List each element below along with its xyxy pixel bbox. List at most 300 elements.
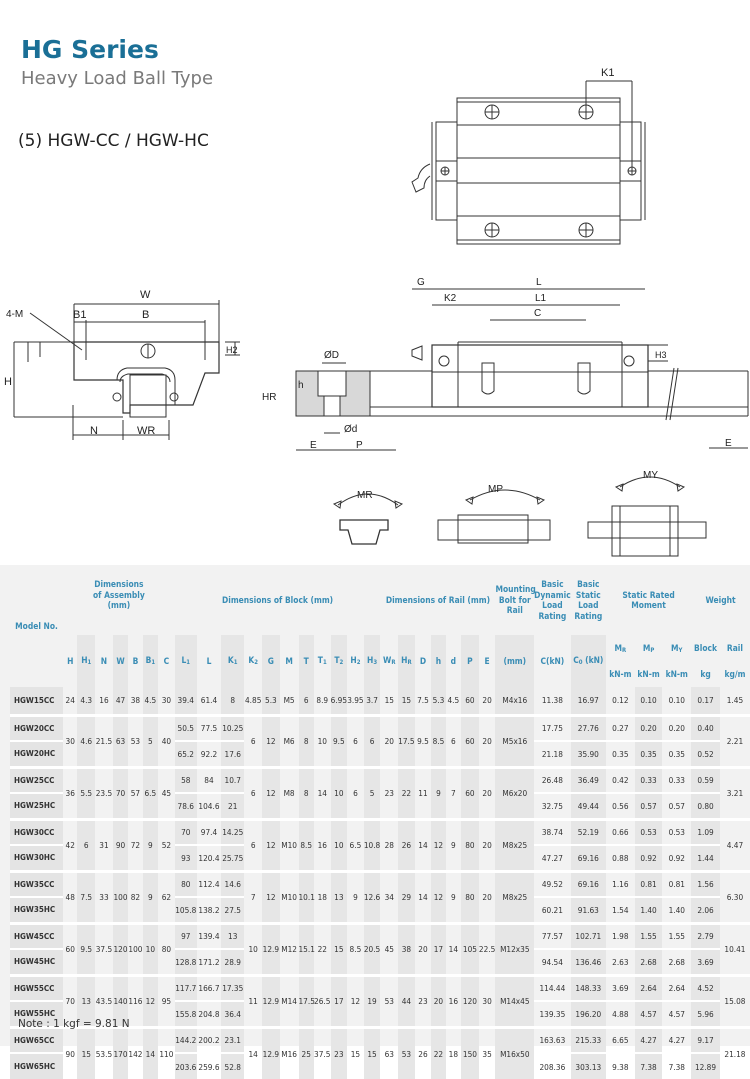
cell-t2: 13 [331,871,348,923]
cell-mp: 1.55 [635,923,663,949]
col-header-d: d [450,655,457,666]
cell-c: 30 [161,695,172,706]
cell-ckn: 163.63 [534,1027,570,1053]
top-view-drawing [400,60,660,260]
cell-m: M16 [280,1027,299,1079]
g-label: G [417,277,425,288]
cell-t2: 10 [331,767,348,819]
cell-rail: 3.21 [720,767,750,819]
cell-k1: 28.9 [221,949,244,975]
cell-mr: 1.54 [606,897,635,923]
cell-l1: 128.8 [175,949,197,975]
model-cell: HGW55CC [10,975,63,1001]
cell-b1: 12 [143,975,158,1027]
cell-mp: 0.35 [635,741,663,767]
cell-ckn: 11.38 [541,695,563,706]
cell-k1: 14.25 [221,819,244,845]
cell-c0kn: 196.20 [571,1001,606,1027]
cell-t: 15.1 [299,923,314,975]
cell-block: 1.09 [691,819,720,845]
col-header-n: N [100,655,108,666]
cell-h1: 5.5 [77,767,95,819]
model-cell: HGW25HC [10,793,63,819]
cell-h: 90 [63,1027,77,1079]
cell-bolt: M8x25 [495,871,534,923]
cell-my: 0.33 [662,767,691,793]
cell-ckn: 47.27 [534,845,570,871]
cell-t1: 37.5 [314,1027,331,1079]
cell-n: 21.5 [95,715,113,767]
cell-k1: 10.7 [221,767,244,793]
table-row [10,975,750,1001]
cell-w: 70 [113,767,128,819]
series-title: HG Series [21,35,159,64]
cell-t: 10.1 [299,871,314,923]
cell-b1: 10 [143,923,158,975]
cell-m: M6 [280,715,299,767]
cell-h1: 9.5 [77,923,95,975]
cell-t1: 8.9 [316,695,329,706]
cell-my: 0.57 [662,793,691,819]
cell-d: 9 [446,871,461,923]
model-cell: HGW30CC [10,819,63,845]
group-static: Basic Static Load Rating [574,579,603,621]
cell-k2: 6 [244,715,262,767]
col-header-h2: $H_2$ [350,655,361,667]
cell-g: 5.3 [262,687,280,715]
cell-e: 20 [479,715,496,767]
cell-d: 6 [446,715,461,767]
cell-block: 0.17 [691,687,720,715]
cell-h2: 15 [347,1027,364,1079]
cell-mp: 0.57 [635,793,663,819]
cell-b: 72 [128,819,142,871]
cell-b: 142 [128,1027,142,1079]
col-header-l1: $L_1$ [175,635,197,687]
cell-h2: 6.5 [347,819,364,871]
cell-l1: 78.6 [175,793,197,819]
l1-label: L1 [535,293,547,304]
cell-h: 60 [63,923,77,975]
cell-h: 24 [65,695,75,706]
cell-bolt: M6x20 [495,767,534,819]
cell-my: 2.64 [662,975,691,1001]
cell-e: 20 [482,695,492,706]
cell-k2: 10 [244,923,262,975]
cell-mp: 0.92 [635,845,663,871]
h-small-label: h [298,380,304,391]
cell-d: 14 [446,923,461,975]
model-cell: HGW45CC [10,923,63,949]
cell-k1: 8 [221,687,244,715]
cell-wr: 15 [384,695,394,706]
cell-mp: 0.53 [635,819,663,845]
cell-t: 8 [299,715,314,767]
cell-mr: 0.56 [606,793,635,819]
cell-h: 36 [63,767,77,819]
cell-hr: 22 [398,767,415,819]
cell-n: 43.5 [95,975,113,1027]
b-label: B [142,309,150,321]
cell-h2: 9 [347,871,364,923]
cell-h: 20 [431,975,445,1027]
cell-k1: 52.8 [221,1053,244,1079]
cell-k1: 14.6 [221,871,244,897]
model-cell: HGW20CC [10,715,63,741]
cell-block: 5.96 [691,1001,720,1027]
cell-l1: 144.2 [175,1027,197,1053]
model-cell: HGW20HC [10,741,63,767]
cell-mr: 0.66 [606,819,635,845]
model-heading: (5) HGW-CC / HGW-HC [18,131,209,151]
cell-l1: 105.8 [175,897,197,923]
cell-c: 45 [158,767,175,819]
cell-mp: 0.20 [635,715,663,741]
cell-c0kn: 303.13 [571,1053,606,1079]
cell-k1: 36.4 [221,1001,244,1027]
col-header-mr: $M_R$ [614,642,627,654]
cell-w: 140 [113,975,128,1027]
cell-c0kn: 27.76 [571,715,606,741]
cell-c0kn: 69.16 [571,845,606,871]
cell-p: 80 [461,871,479,923]
col-header-t1: $T_1$ [317,655,327,667]
cell-c: 62 [158,871,175,923]
cell-h3: 15 [364,1027,381,1079]
col-header-mp: $M_P$ [642,642,655,654]
cell-hr: 38 [398,923,415,975]
model-cell: HGW15CC [10,687,63,715]
cell-b: 57 [128,767,142,819]
cell-k1: 17.6 [221,741,244,767]
cell-l1: 65.2 [175,741,197,767]
cell-k2: 6 [244,819,262,871]
cell-g: 12 [262,871,280,923]
cell-k1: 27.5 [221,897,244,923]
col-header-c: C [163,655,170,666]
col-header-ckn: C(kN) [540,655,565,666]
cell-rail: 21.18 [720,1027,750,1079]
cell-c0kn: 69.16 [571,871,606,897]
cell-hr: 26 [398,819,415,871]
cell-h: 9 [431,767,445,819]
cell-w: 170 [113,1027,128,1079]
cell-b1: 14 [143,1027,158,1079]
col-header-w: W [113,635,128,687]
cell-m: M5 [283,695,295,706]
cell-l: 166.7 [197,975,221,1001]
cell-mp: 0.81 [635,871,663,897]
unit-note: Note : 1 kgf = 9.81 N [18,1018,130,1030]
cell-block: 0.52 [691,741,720,767]
table-row [10,715,750,741]
cell-c0kn: 102.71 [571,923,606,949]
col-header-k1: $K_1$ [221,635,244,687]
model-cell: HGW65HC [10,1053,63,1079]
moment-views-drawing [320,460,720,560]
unit-weight: kg/m [724,669,746,680]
cell-wr: 45 [380,923,398,975]
cell-h: 42 [63,819,77,871]
cell-h2: 12 [347,975,364,1027]
group-assembly-label: Dimensions of Assembly (mm) [93,579,145,610]
cell-mp: 2.68 [635,949,663,975]
col-header-wr: $W_R$ [383,655,396,667]
cell-g: 12.9 [262,975,280,1027]
cell-w: 120 [113,923,128,975]
cell-hr: 44 [398,975,415,1027]
cell-bolt: M12x35 [495,923,534,975]
cell-b1: 4.5 [143,687,158,715]
cell-mr: 1.98 [606,923,635,949]
cell-mr: 0.35 [606,741,635,767]
cell-ckn: 77.57 [534,923,570,949]
cell-ckn: 26.48 [534,767,570,793]
cell-l: 171.2 [197,949,221,975]
col-header-h1: $H_1$ [77,635,95,687]
cell-k2: 6 [244,767,262,819]
cell-h: 17 [431,923,445,975]
group-assembly [63,565,175,635]
model-cell: HGW45HC [10,949,63,975]
cell-c0kn: 52.19 [571,819,606,845]
cell-block: 2.06 [691,897,720,923]
spec-table-panel [0,565,750,1072]
col-header-b: B [132,655,139,666]
cell-l: 97.4 [197,819,221,845]
cell-e: 35 [479,1027,496,1079]
cell-my: 4.57 [662,1001,691,1027]
col-header-g: G [262,635,280,687]
cell-t1: 16 [314,819,331,871]
cell-rail: 1.45 [726,695,744,706]
cell-l: 77.5 [197,715,221,741]
od-label: ØD [324,350,339,361]
cell-mp: 2.64 [635,975,663,1001]
col-header-b1: $B_1$ [143,635,158,687]
cell-my: 0.53 [662,819,691,845]
cell-d: 9 [446,819,461,871]
k1-label: K1 [601,67,615,79]
cell-t: 8.5 [299,819,314,871]
cell-mr: 0.42 [606,767,635,793]
cell-mr: 0.88 [606,845,635,871]
cell-l: 104.6 [197,793,221,819]
model-cell: HGW55HC [10,1001,63,1027]
cell-d: 9.5 [415,715,432,767]
group-weight: Weight [705,594,736,605]
cell-l: 112.4 [197,871,221,897]
cell-my: 0.10 [668,695,685,706]
cell-block: 12.89 [691,1053,720,1079]
cell-t1: 26.5 [314,975,331,1027]
group-block: Dimensions of Block (mm) [221,594,334,605]
cell-rail: 6.30 [720,871,750,923]
p-label: P [356,440,363,451]
cell-c0kn: 148.33 [571,975,606,1001]
cell-my: 0.92 [662,845,691,871]
cell-l: 92.2 [197,741,221,767]
cell-c0kn: 91.63 [571,897,606,923]
cell-ckn: 114.44 [534,975,570,1001]
col-header-h: H [67,655,74,666]
d-small-label: Ød [344,424,358,435]
cell-h3: 5 [364,767,381,819]
cell-n: 31 [95,819,113,871]
wr-label: WR [137,425,156,437]
cell-my: 0.81 [662,871,691,897]
cell-block: 0.59 [691,767,720,793]
cell-wr: 23 [380,767,398,819]
col-header-t: T [299,635,314,687]
cell-my: 7.38 [662,1053,691,1079]
cell-n: 16 [99,695,109,706]
cell-h: 5.3 [431,687,445,715]
cell-l: 84 [197,767,221,793]
cell-h3: 10.8 [364,819,381,871]
cell-bolt: M4x16 [495,687,534,715]
cell-t2: 6.95 [331,687,348,715]
cell-h2: 6 [347,715,364,767]
cell-mr: 3.69 [606,975,635,1001]
cell-l1: 155.8 [175,1001,197,1027]
cell-bolt: M8x25 [495,819,534,871]
cell-l1: 70 [175,819,197,845]
series-subtitle: Heavy Load Ball Type [21,68,214,89]
cell-bolt: M14x45 [495,975,534,1027]
cell-p: 60 [461,767,479,819]
col-header-block: Block [694,643,718,654]
cell-block: 0.80 [691,793,720,819]
cell-n: 33 [95,871,113,923]
cell-k2: 11 [244,975,262,1027]
cell-mp: 4.57 [635,1001,663,1027]
cell-h: 22 [431,1027,445,1079]
cell-b1: 9 [143,819,158,871]
cell-k1: 25.75 [221,845,244,871]
cell-ckn: 94.54 [534,949,570,975]
cell-wr: 28 [380,819,398,871]
cell-p: 120 [461,975,479,1027]
cell-c0kn: 49.44 [571,793,606,819]
cell-rail: 15.08 [720,975,750,1027]
cell-h3: 6 [364,715,381,767]
cell-n: 37.5 [95,923,113,975]
cell-l1: 117.7 [175,975,197,1001]
cell-b1: 6.5 [143,767,158,819]
cell-l1: 39.4 [175,687,197,715]
cell-t2: 17 [331,975,348,1027]
cell-l: 138.2 [197,897,221,923]
cell-b1: 5 [143,715,158,767]
cell-h3: 3.7 [364,687,381,715]
cell-h: 8.5 [431,715,445,767]
cell-ckn: 208.36 [534,1053,570,1079]
col-header-k2: $K_2$ [248,655,258,667]
cell-b1: 9 [143,871,158,923]
cell-w: 100 [113,871,128,923]
cell-hr: 15 [398,687,415,715]
col-header-p: P [461,635,479,687]
cell-h2: 6 [347,767,364,819]
cell-l: 204.8 [197,1001,221,1027]
cell-k1: 23.1 [221,1027,244,1053]
mr-label: MR [357,490,373,501]
cell-w: 90 [113,819,128,871]
mp-label: MP [488,484,503,495]
cell-d: 20 [415,923,432,975]
cell-g: 12 [262,767,280,819]
cell-t1: 18 [314,871,331,923]
side-view-drawing [260,270,750,460]
cell-t1: 10 [314,715,331,767]
cell-t1: 22 [314,923,331,975]
cell-t1: 14 [314,767,331,819]
cell-my: 1.55 [662,923,691,949]
cell-e: 22.5 [479,923,496,975]
cell-l: 120.4 [197,845,221,871]
cell-h: 12 [431,871,445,923]
cell-w: 47 [113,687,128,715]
cell-mr: 4.88 [606,1001,635,1027]
cell-h3: 19 [364,975,381,1027]
model-cell: HGW35CC [10,871,63,897]
cell-g: 12.9 [262,1027,280,1079]
model-cell: HGW35HC [10,897,63,923]
cell-block: 0.40 [691,715,720,741]
col-header-my: $M_Y$ [671,642,683,654]
cell-h2: 8.5 [347,923,364,975]
cell-d: 7.5 [417,695,429,706]
cell-c0kn: 136.46 [571,949,606,975]
cell-block: 1.56 [691,871,720,897]
cell-ckn: 17.75 [534,715,570,741]
cell-mr: 9.38 [606,1053,635,1079]
col-header-hr: $H_R$ [398,635,415,687]
model-cell: HGW30HC [10,845,63,871]
front-view-drawing [0,280,260,460]
cell-k1: 21 [221,793,244,819]
cell-mr: 1.16 [606,871,635,897]
cell-mp: 1.40 [635,897,663,923]
n-label: N [90,425,98,437]
cell-c: 52 [158,819,175,871]
cell-l: 61.4 [200,695,218,706]
e-right-label: E [725,438,732,449]
table-row [10,819,750,845]
cell-d: 11 [415,767,432,819]
cell-h: 70 [63,975,77,1027]
unit-weight: kg [700,669,711,680]
b1-label: B1 [73,309,87,321]
cell-wr: 53 [380,975,398,1027]
cell-c0kn: 35.90 [571,741,606,767]
cell-h: 48 [63,871,77,923]
cell-d: 14 [415,819,432,871]
group-rail: Dimensions of Rail (mm) [385,594,491,605]
cell-m: M8 [280,767,299,819]
cell-h1: 7.5 [77,871,95,923]
cell-e: 30 [479,975,496,1027]
cell-t2: 15 [331,923,348,975]
cell-h1: 6 [77,819,95,871]
cell-c0kn: 36.49 [571,767,606,793]
e-left-label: E [310,440,317,451]
c-label: C [534,308,542,319]
cell-p: 60 [461,687,479,715]
cell-my: 1.40 [662,897,691,923]
cell-wr: 34 [380,871,398,923]
